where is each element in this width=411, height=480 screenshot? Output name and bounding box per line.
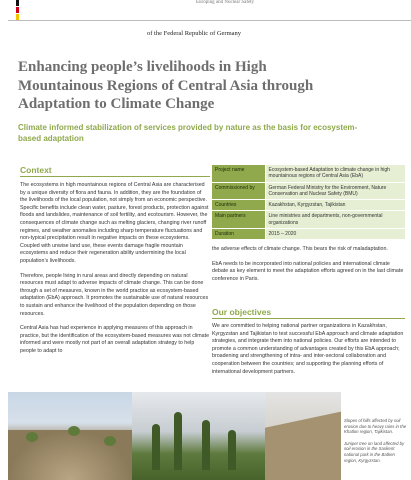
document-title: Enhancing people’s livelihoods in High Mountainous Regions of Central Asia through Adaptation to Climate Change <box>18 59 314 112</box>
objectives-heading: Our objectives <box>212 307 272 317</box>
duration-value: 2015 – 2020 <box>265 229 405 240</box>
context-column <box>20 182 210 362</box>
project-name-label: Project name <box>212 165 265 182</box>
table-row <box>212 211 405 229</box>
context-paragraph: Therefore, people living in rural areas and directly depending on natural resources must adapt to adverse impacts of climate change. This can be done through a set of measures, known in the world practice as ecosystem-based adaptation (EbA) approach. It promotes the sustainable use of natural resources to sustain and enhance the livelihood of the population depending on those resources. <box>20 272 209 317</box>
tree-shape <box>174 412 182 470</box>
shrub-shape <box>68 426 80 436</box>
countries-label: Countries <box>212 200 265 211</box>
project-name-value: Ecosystem-based Adaptation to climate change in high mountainous regions of Central Asia (EbA) <box>265 165 405 182</box>
photo-captions <box>344 418 408 469</box>
main-partners-value: Line ministries and departments, non-governmental organizations <box>265 211 405 229</box>
commissioned-by-value: German Federal Ministry for the Environment, Nature Conservation and Nuclear Safety (BMU) <box>265 182 405 200</box>
context-paragraph: the adverse effects of climate change. This bears the risk of maladaptation. <box>212 246 388 252</box>
slope-shape <box>265 410 341 480</box>
context-paragraph: Central Asia has had experience in applying measures of this approach in practice, but the identification of the ecosystem-based measures was not climate informed and were mostly not part of an overall adaptation strategy to help people to adapt to <box>20 325 210 354</box>
tree-shape <box>228 430 236 470</box>
objectives-paragraph: We are committed to helping national partner organizations in Kazakhstan, Kyrgyzstan and Tajikistan to test successful EbA approach and climate adaptation strategies, and integrate them into national policies. Our efforts are intended to promote a common understanding of advantages created by this EbA approach; broadening and strengthening of intra- and inter-sectoral collaboration and cooperation between the countries; and supporting the planning efforts of international development partners. <box>212 323 404 375</box>
objectives-divider <box>212 318 405 319</box>
project-info-table <box>212 165 405 240</box>
shrub-shape <box>26 432 38 442</box>
context-heading: Context <box>20 165 52 175</box>
forest-photo <box>132 392 265 480</box>
photo-caption: Juniper tree on land affected by soil erosion in the Sarikent national park in the Batken region, Kyrgyzstan. <box>344 440 405 463</box>
ministry-name-top: Europing and Nuclear Safety <box>196 0 255 5</box>
shrub-shape <box>104 436 116 446</box>
table-row <box>212 229 405 240</box>
duration-label: Duration <box>212 229 265 240</box>
context-continued-column <box>212 246 405 290</box>
context-paragraph: EbA needs to be incorporated into national policies and international climate debate as key element to meet the adaptation efforts agreed on in the last climate conference in Paris. <box>212 260 404 282</box>
ministry-name-bottom: of the Federal Republic of Germany <box>147 30 242 37</box>
context-divider <box>20 176 210 177</box>
context-paragraph: The ecosystems in high mountainous regions of Central Asia are characterised by a unique diversity of flora and fauna. In addition, they are the foundation of the livelihoods of the local population, not simply from an economic perspective. Specific benefits include clean water, pasture, forest products, protection against floods and landslides, maintenance of soil fertility, and ecotourism. However, the consequences of climate change such as melting glaciers, changing river runoff regimes, and weather anomalies including sharp temperature fluctuations and non-typical precipitation result in negative impacts on these ecosystems. Coupled with unwise land use, these events damage fragile mountain ecosystems and reduce their regeneration ability undermining the local population’s livelihoods. <box>20 182 209 264</box>
document-subtitle: Climate informed stabilization of services provided by nature as the basis for ecosystem-based adaptation <box>18 123 358 143</box>
eroded-hills-photo <box>8 392 132 480</box>
juniper-slope-photo <box>265 392 341 480</box>
table-row <box>212 182 405 200</box>
countries-value: Kazakhstan, Kyrgyzstan, Tajikistan <box>265 200 405 211</box>
photo-caption: Slopes of hills affected by soil erosion due to heavy rains in the Khatlon region, Tajikistan. <box>344 418 407 435</box>
flag-black-stripe <box>16 0 19 6</box>
header-divider <box>8 20 411 21</box>
tree-shape <box>202 420 210 470</box>
main-partners-label: Main partners <box>212 211 265 229</box>
flag-red-stripe <box>16 7 19 13</box>
table-row <box>212 165 405 182</box>
commissioned-by-label: Commissioned by <box>212 182 265 200</box>
tree-shape <box>152 424 160 470</box>
table-row <box>212 200 405 211</box>
